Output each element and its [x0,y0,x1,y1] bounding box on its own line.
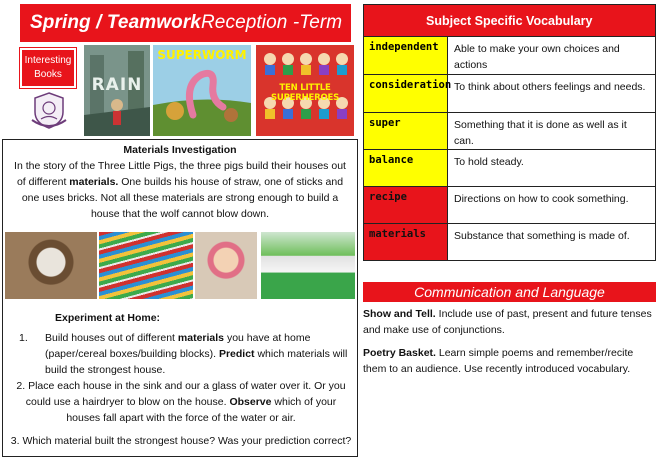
photo-brick-house [261,232,355,299]
vocabulary-header: Subject Specific Vocabulary [364,5,655,36]
vocab-definition: To hold steady. [454,156,524,168]
communication-header: Communication and Language [363,282,656,302]
communication-body [363,306,656,384]
poetry-label: Poetry Basket. [363,347,436,359]
page-title [20,4,351,42]
photo-stick-house [5,232,97,299]
book-title-superheroes: TEN LITTLE SUPERHEROES [270,83,340,103]
vocab-term: consideration [364,75,448,112]
interesting-books-label: Interesting Books [24,55,72,80]
vocab-definition: To think about others feelings and needs. [454,81,646,93]
vocab-term: balance [364,150,448,186]
step1-text-a: Build houses out of different [45,332,178,344]
experiment-step-2 [9,378,353,426]
step1-predict: Predict [218,348,255,360]
vocab-term: materials [364,224,448,260]
experiment-heading: Experiment at Home: [55,312,161,324]
poetry-basket [363,345,656,377]
vocab-term: recipe [364,187,448,223]
intro-text-c: One builds his house of straw, one of sticks and one uses bricks. Not all these materials are strong enough to build a house that the wolf cannot blow down. [21,176,344,220]
materials-investigation-panel [2,139,358,457]
vocab-definition: Substance that something is made of. [454,230,630,242]
book-cover-rain [84,45,150,136]
vocab-definition: Directions on how to cook something. [454,193,629,205]
vocab-row [364,149,655,186]
show-and-tell [363,306,656,338]
step2-text-c: which of your houses fall apart with the force of the water or air. [66,396,337,424]
step1-text-c: you have at home (paper/cereal boxes/building blocks). [45,332,311,360]
vocab-row [364,112,655,149]
step1-text-bold: materials [177,332,225,344]
vocab-row [364,74,655,112]
step1-text-e: which materials will build the strongest house. [45,348,348,376]
vocab-term: super [364,113,448,149]
interesting-books-badge [20,48,76,88]
school-crest-icon [28,90,70,130]
book-title-superworm: SUPERWORM [157,48,247,62]
book-cover-superworm [153,45,251,136]
book-cover-superheroes [256,45,354,136]
poetry-text: Learn simple poems and remember/recite them to an audience. Use recently introduced vocabulary. [363,347,634,375]
vocab-row [364,186,655,223]
title-theme: Spring / Teamwork [30,12,201,33]
vocab-row [364,36,655,74]
show-tell-label: Show and Tell. [363,308,436,320]
title-term: Reception -Term [200,12,343,33]
photo-straws [99,232,193,299]
intro-text-a: In the story of the Three Little Pigs, the three pigs build their houses out of different [14,160,346,188]
experiment-step-3: 3. Which material built the strongest house? Was your prediction correct? [10,435,352,447]
vocab-term: independent [364,37,448,74]
vocabulary-table [363,4,656,261]
vocab-definition: Something that it is done as well as it can. [454,119,627,147]
step2-text-a: 2. Place each house in the sink and our a glass of water over it. Or you could use a hairdryer to blow on the house. [16,380,346,408]
vocab-row [364,223,655,260]
materials-intro [3,156,357,222]
show-tell-text: Include use of past, present and future tenses and make use of conjunctions. [363,308,652,336]
intro-text-bold: materials. [69,176,119,188]
materials-heading: Materials Investigation [123,144,237,156]
vocab-definition: Able to make your own choices and actions [454,43,620,71]
step2-observe: Observe [229,396,272,408]
photo-pig-figure [195,232,257,299]
experiment-step-1 [15,330,351,378]
book-title-rain: RAIN [91,75,143,95]
step-number: 1. [19,332,28,344]
